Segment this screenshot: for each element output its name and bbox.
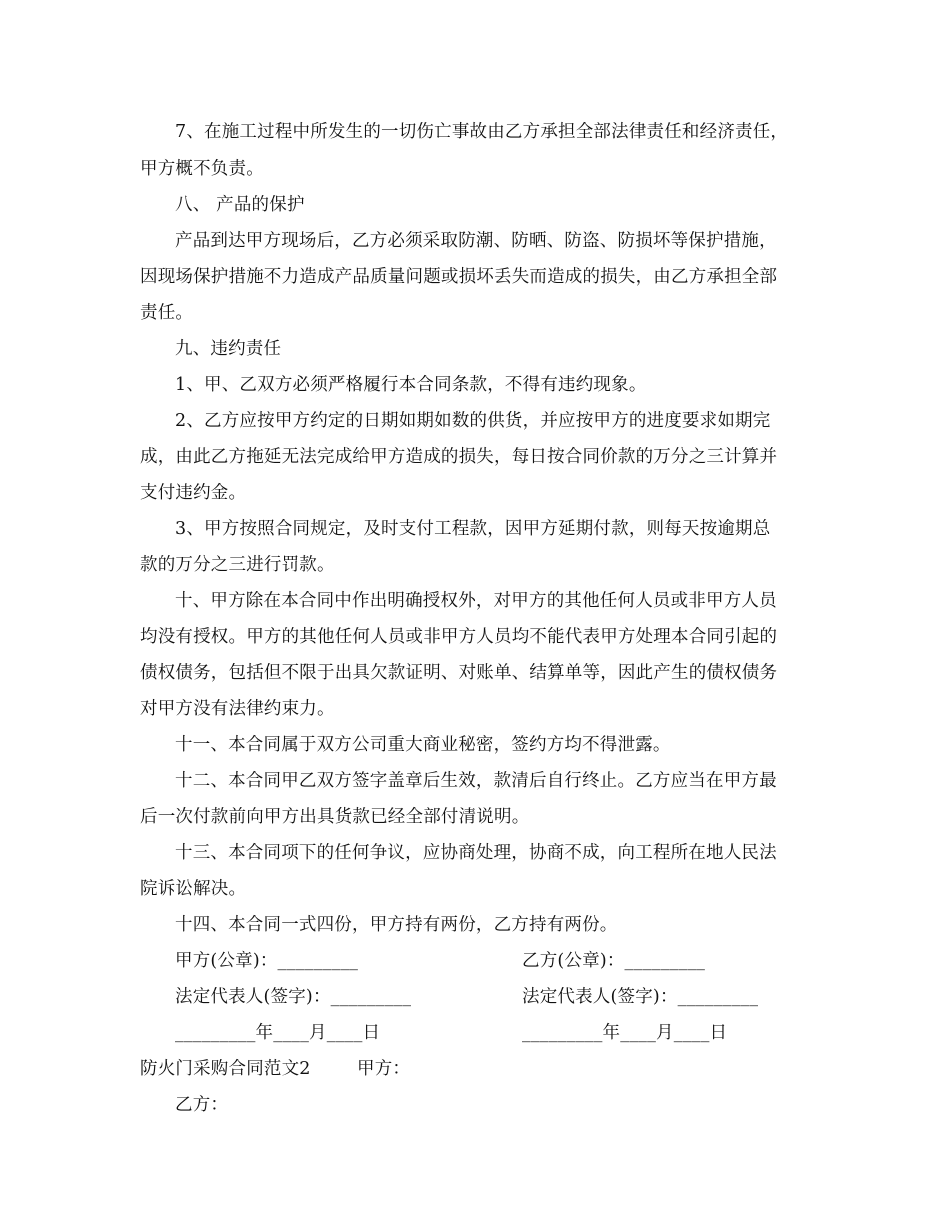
paragraph-line: 1、甲、乙双方必须严格履行本合同条款，不得有违约现象。 <box>175 375 647 395</box>
paragraph-line: 责任。 <box>140 303 194 323</box>
paragraph-line: 十、甲方除在本合同中作出明确授权外，对甲方的其他任何人员或非甲方人员 <box>175 591 777 611</box>
section-heading: 八、 产品的保护 <box>175 195 305 215</box>
party-a-seal: 甲方(公章)：_________ <box>175 951 359 971</box>
paragraph-line: 7、在施工过程中所发生的一切伤亡事故由乙方承担全部法律责任和经济责任， <box>175 122 789 142</box>
paragraph-line: 十三、本合同项下的任何争议，应协商处理，协商不成，向工程所在地人民法 <box>175 843 777 863</box>
paragraph-line: 款的万分之三进行罚款。 <box>140 555 335 575</box>
paragraph-line: 十二、本合同甲乙双方签字盖章后生效，款清后自行终止。乙方应当在甲方最 <box>175 771 777 791</box>
paragraph-line: 均没有授权。甲方的其他任何人员或非甲方人员均不能代表甲方处理本合同引起的 <box>140 627 778 647</box>
paragraph-line: 对甲方没有法律约束力。 <box>140 699 335 719</box>
paragraph-line: 成，由此乙方拖延无法完成给甲方造成的损失，每日按合同价款的万分之三计算并 <box>140 447 778 467</box>
paragraph-line: 产品到达甲方现场后，乙方必须采取防潮、防晒、防盗、防损坏等保护措施， <box>175 231 777 251</box>
paragraph-line: 债权债务，包括但不限于出具欠款证明、对账单、结算单等，因此产生的债权债务 <box>140 663 778 683</box>
party-a-representative: 法定代表人(签字)：_________ <box>175 987 412 1007</box>
paragraph-line: 十四、本合同一式四份，甲方持有两份，乙方持有两份。 <box>175 915 618 935</box>
party-b-date: _________年____月____日 <box>522 1023 728 1043</box>
paragraph-line: 院诉讼解决。 <box>140 879 247 899</box>
paragraph-line: 甲方概不负责。 <box>140 159 264 179</box>
party-b-representative: 法定代表人(签字)：_________ <box>522 987 759 1007</box>
paragraph-line: 2、乙方应按甲方约定的日期如期如数的供货，并应按甲方的进度要求如期完 <box>175 411 771 431</box>
section-heading: 九、违约责任 <box>175 339 282 359</box>
paragraph-line: 因现场保护措施不力造成产品质量问题或损坏丢失而造成的损失，由乙方承担全部 <box>140 267 778 287</box>
party-a-date: _________年____月____日 <box>175 1023 381 1043</box>
party-b-seal: 乙方(公章)：_________ <box>522 951 706 971</box>
next-document-heading: 防火门采购合同范文2 <box>140 1059 311 1079</box>
paragraph-line: 后一次付款前向甲方出具货款已经全部付清说明。 <box>140 807 530 827</box>
next-document-party-b: 乙方： <box>175 1095 229 1115</box>
paragraph-line: 十一、本合同属于双方公司重大商业秘密，签约方均不得泄露。 <box>175 735 671 755</box>
paragraph-line: 3、甲方按照合同规定，及时支付工程款，因甲方延期付款，则每天按逾期总 <box>175 519 771 539</box>
paragraph-line: 支付违约金。 <box>140 483 247 503</box>
next-document-party-a: 甲方： <box>357 1059 411 1079</box>
